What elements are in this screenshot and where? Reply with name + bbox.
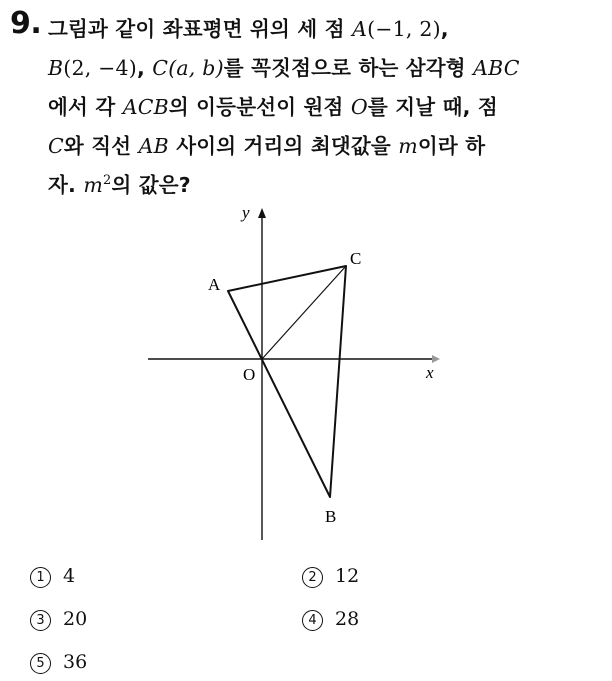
stem-text: 그림과 같이 좌표평면 위의 세 점 xyxy=(48,17,353,41)
label-x: x xyxy=(426,363,434,382)
choice-marker: 5 xyxy=(30,653,51,674)
label-b: B xyxy=(325,507,337,526)
label-a: A xyxy=(208,275,221,294)
y-axis-arrow xyxy=(258,208,266,218)
point-c-coords: (a, b) xyxy=(168,56,224,80)
stem-text: 자. xyxy=(48,173,84,197)
stem-line-2 xyxy=(48,49,593,88)
choice-1[interactable] xyxy=(30,565,75,588)
stem-line-1 xyxy=(48,10,593,49)
stem-text: 의 값은? xyxy=(111,173,191,197)
point-c-label: C xyxy=(48,134,64,158)
point-a-coords: (−1, 2) xyxy=(367,17,441,41)
stem-line-4 xyxy=(48,127,593,166)
stem-text: 사이의 거리의 최댓값을 xyxy=(168,134,399,158)
x-axis-arrow xyxy=(432,355,440,363)
choice-5[interactable] xyxy=(30,651,87,674)
stem-text: , xyxy=(440,17,449,41)
exponent: 2 xyxy=(102,173,112,189)
origin-o: O xyxy=(350,95,368,119)
angle-bisector xyxy=(262,266,346,359)
var-m: m xyxy=(83,173,103,197)
choice-value: 4 xyxy=(63,565,76,587)
choice-value: 20 xyxy=(63,608,88,630)
point-a-label: A xyxy=(352,17,368,41)
choice-value: 12 xyxy=(335,565,360,587)
question-stem xyxy=(48,10,593,205)
choice-value: 36 xyxy=(63,651,88,673)
angle-acb: ACB xyxy=(122,95,169,119)
line-ab: AB xyxy=(138,134,169,158)
stem-text: 이라 하 xyxy=(417,134,486,158)
stem-text: 의 이등분선이 원점 xyxy=(168,95,351,119)
choice-marker: 4 xyxy=(302,610,323,631)
stem-text: 와 직선 xyxy=(63,134,139,158)
choice-2[interactable] xyxy=(302,565,359,588)
choice-marker: 3 xyxy=(30,610,51,631)
stem-text: , xyxy=(136,56,153,80)
choice-3[interactable] xyxy=(30,608,87,631)
stem-text: 를 지날 때, 점 xyxy=(367,95,498,119)
triangle-abc: ABC xyxy=(473,56,520,80)
choice-marker: 2 xyxy=(302,567,323,588)
point-c-label: C xyxy=(152,56,169,80)
point-b-label: B xyxy=(48,56,64,80)
stem-line-3 xyxy=(48,88,593,127)
coordinate-figure xyxy=(140,200,450,550)
stem-text: 에서 각 xyxy=(48,95,123,119)
question-number: 9. xyxy=(10,6,42,41)
stem-text: 를 꼭짓점으로 하는 삼각형 xyxy=(223,56,474,80)
label-o: O xyxy=(243,365,256,384)
choice-value: 28 xyxy=(335,608,360,630)
choice-4[interactable] xyxy=(302,608,359,631)
point-b-coords: (2, −4) xyxy=(63,56,137,80)
var-m: m xyxy=(398,134,418,158)
choice-marker: 1 xyxy=(30,567,51,588)
label-y: y xyxy=(242,203,250,222)
label-c: C xyxy=(350,249,362,268)
